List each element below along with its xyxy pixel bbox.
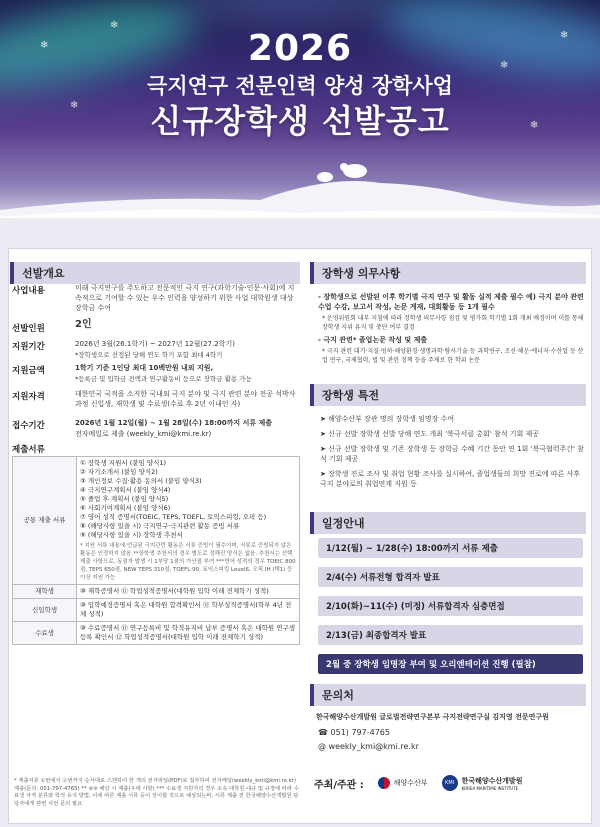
overview-text: 2026년 3월(26.1학기) ~ 2027년 12월(27.2학기) [75, 340, 235, 348]
doc-group-label: 신입학생 [13, 599, 77, 622]
benefits-section [310, 384, 586, 489]
schedule-item: 2/13(금) 최종합격자 발표 [318, 625, 583, 645]
duty-note: * 운영위원회 내부 지침에 따라 장학생 의무사항 점검 및 평가회 학기별 1회 개최 예정이며 이를 통해 장학생 지위 유지 및 중단 여부 결정 [322, 315, 584, 331]
benefits-heading: 장학생 특전 [310, 384, 586, 406]
host-bar [314, 768, 584, 798]
overview-label: 사업내용 [12, 286, 45, 296]
email-icon: @ [318, 742, 326, 751]
contact-phone: ☎ 051) 797-4765 [318, 728, 390, 737]
doc-group-label: 재학생 [13, 585, 77, 599]
overview-text: 2026년 1월 12일(월) ~ 1월 28일(수) 18:00까지 서류 제출 [75, 419, 273, 427]
schedule-item: 2/4(수) 서류전형 합격자 발표 [318, 567, 583, 587]
schedule-heading: 일정안내 [310, 512, 586, 534]
overview-text: 미래 극지연구를 주도하고 전문적인 극지 연구(과학기술·인문·사회)에 지속적으로 기여할 수 있는 우수 인력을 양성하기 위한 사업 대학원생 대상 장학금 수여 [75, 284, 295, 312]
benefit-item: ➤ 신규 선발 장학생 선발 당해 연도 개최 '북극서클 총회' 참석 기회 제공 [320, 430, 539, 438]
host-kmi: KMI 한국해양수산개발원 KOREA MARITIME INSTITUTE [442, 775, 523, 791]
overview-text: 2인 [75, 319, 92, 330]
schedule-section [310, 512, 586, 534]
benefit-item: ➤ 해양수산부 장관 명의 장학생 임명장 수여 [320, 415, 455, 423]
benefit-item: ➤ 장학생 진로 조사 및 취업 현황 조사를 실시하여, 졸업생들의 희망 진로에 따른 사후 극지 분야로의 취업연계 지원 등 [320, 470, 581, 488]
kmi-logo-icon: KMI [442, 775, 458, 791]
doc-group-items: ⑩ 재학증명서 ⑪ 학업성적증명서(대학원 입학 이래 전체학기 성적) [77, 585, 300, 599]
doc-common-notes: * 지원 서류 내용에 언급된 극지관련 활동은 서류 증빙이 필수이며, 서류로 증빙되지 않은 활동은 인정하지 않음 **장학생 추천서의 경우 별도로 정해진 양식은 없음. 추천서는 선택 제출 사항으로, 동점자 발생 시 1부당 1점의 가산점 부여 ***영어 성적의 경우 TOEIC 800점, TEPS 650점, NEW TEPS 310점, TOEFL 90, 토익스피킹 Level6, 오픽 IH (택1) 등 이상 지원 가능 [80, 543, 296, 581]
doc-group-items: ⑩ 입학예정증명서 혹은 대학원 합격확인서 ⑪ 학부성적증명서(학부 4년 전체 성적) [77, 599, 300, 622]
schedule-item: 2/10(화)~11(수) (미정) 서류합격자 심층면접 [318, 596, 583, 616]
contact-email[interactable]: @ weekly_kmi@kmi.re.kr [318, 742, 419, 751]
hero-banner: ❄ ❄ ❄ ❄ ❄ ❄ 2026 극지연구 전문인력 양성 장학사업 신규장학생 선발공고 [0, 0, 600, 218]
overview-note: *장학생으로 선정된 당해 연도 학기 포함 최대 4학기 [75, 351, 223, 359]
duty-item: - 장학생으로 선발된 이후 학기별 극지 연구 및 활동 실적 제출 필수 예) 극지 분야 관련 수업 수강, 보고서 작성, 논문 게재, 대회활동 등 1개 필수 [318, 293, 584, 311]
duties-section [310, 262, 586, 365]
overview-label: 선발인원 [12, 324, 45, 334]
overview-label: 지원기간 [12, 342, 45, 352]
doc-group-label: 수료생 [13, 622, 77, 645]
overview-label: 접수기간 [12, 421, 45, 431]
benefit-item: ➤ 신규 선발 장학생 및 기존 장학생 등 장학금 수혜 기간 동안 연 1회 '북극협력주간' 참석 기회 제공 [320, 445, 584, 463]
duty-item: - 극지 관련* 졸업논문 작성 및 제출 [318, 336, 428, 344]
hero-subtitle: 극지연구 전문인력 양성 장학사업 [147, 74, 453, 98]
overview-label: 지원금액 [12, 366, 45, 376]
contact-org: 한국해양수산개발원 글로벌전략연구본부 극지전략연구실 김지영 전문연구원 [316, 713, 549, 721]
hero-title: 신규장학생 선발공고 [150, 102, 450, 140]
host-ministry: 해양수산부 [378, 777, 428, 789]
documents-heading: 제출서류 [12, 445, 45, 455]
duties-heading: 장학생 의무사항 [310, 262, 586, 284]
documents-footnote: * 제출서류 ①번에서 ⑪번까지 순서대로 스캔하여 한 개의 전자파일(PDF)로 첨부하여 전자메일(weekly_kmi@kmi.re.kr) 제출(문의: 051-797-4765) ** ⑧⑨ 해당 시 제출(우대 사항) *** 수료생 지원자의 경우 소속 대학원 내규 및 규정에 따라 수료생 자격 분류와 학적 유지 방법, 이에 따른 제출 서류 등이 상이할 것으로 예상되는바, 서류 제출 전 한국해양수산개발원 담당자에게 관련 사전 문의 필요 [14, 778, 299, 807]
schedule-item-final: 2월 중 장학생 임명장 부여 및 오리엔테이션 진행 (필참) [318, 654, 583, 674]
host-label: 주최/주관 : [314, 779, 364, 791]
overview-note: 전자메일로 제출 (weekly_kmi@kmi.re.kr) [75, 430, 212, 438]
contact-heading: 문의처 [310, 684, 586, 706]
ministry-logo-icon [378, 777, 390, 789]
documents-table [12, 456, 300, 645]
ice-landscape [0, 155, 600, 218]
overview-label: 지원자격 [12, 392, 45, 402]
overview-text: 1학기 기준 1인당 최대 10백만원 내외 지원, [75, 364, 214, 372]
hero-year: 2026 [247, 28, 353, 69]
overview-heading: 선발개요 [10, 262, 300, 284]
overview-note: *등록금 및 입학금 전액과 연구활동비 등으로 장학금 활용 가능 [75, 375, 252, 383]
doc-common-list: ① 장학생 지원서 (붙임 양식1) ② 자기소개서 (붙임 양식2) ③ 개인정보 수집·활용 동의서 (붙임 양식3) ④ 극지연구계획서 (붙임 양식4) ⑤ 졸업 후 계획서 (붙임 양식5) ⑥ 사회기여계획서 (붙임 양식6) ⑦ 영어 성적 증명서(TOEIC, TEPS, TOEFL, 토익스피킹, 오픽 등) ⑧ (해당사항 있을 시) 극지연구·극지관련 활동 증빙 서류 ⑨ (해당사항 있을 시) 장학생 추천서 * 지원 서류 내용에 언급된 극지관련 활동은 서류 증빙이 필수이며, 서류로 증빙되지 않은 활동은 인정하지 않음 **장학생 추천서의 경우 별도로 정해진 양식은 없음. 추천서는 선택 제출 사항으로, 동점자 발생 시 1부당 1점의 가산점 부여 ***영어 성적의 경우 TOEIC 800점, TEPS 650점, NEW TEPS 310점, TOEFL 90, 토익스피킹 Level6, 오픽 IH (택1) 등 이상 지원 가능 [77, 457, 300, 585]
overview-text: 대한민국 국적을 소지한 국내외 극지 분야 및 극지 관련 분야 전공 석박사과정 신입생, 재학생 및 수료생(수료 후 2년 이내인 자) [75, 390, 296, 408]
overview-section [10, 262, 300, 284]
duty-note: * 극지 관련 대기·지질·빙하·해양환경·생명과학·탐사기술 등 과학연구, 조선·해운·에너지·수산업 등 산업 연구, 국제협력, 법 및 관련 정책 등을 주제로 한 학위 논문 [322, 348, 584, 364]
doc-group-items: ⑩ 수료증명서 ⑪ 연구등록비 및 학적유지비 납부 증명서 혹은 대학원 연구생 등록 확인서 ⑫ 학업성적증명서(대학원 입학 이래 전체학기 성적) [77, 622, 300, 645]
contact-section [310, 684, 586, 752]
phone-icon: ☎ [318, 728, 328, 737]
schedule-item: 1/12(월) ~ 1/28(수) 18:00까지 서류 제출 [318, 538, 583, 558]
doc-group-label: 공통 제출 서류 [13, 457, 77, 585]
